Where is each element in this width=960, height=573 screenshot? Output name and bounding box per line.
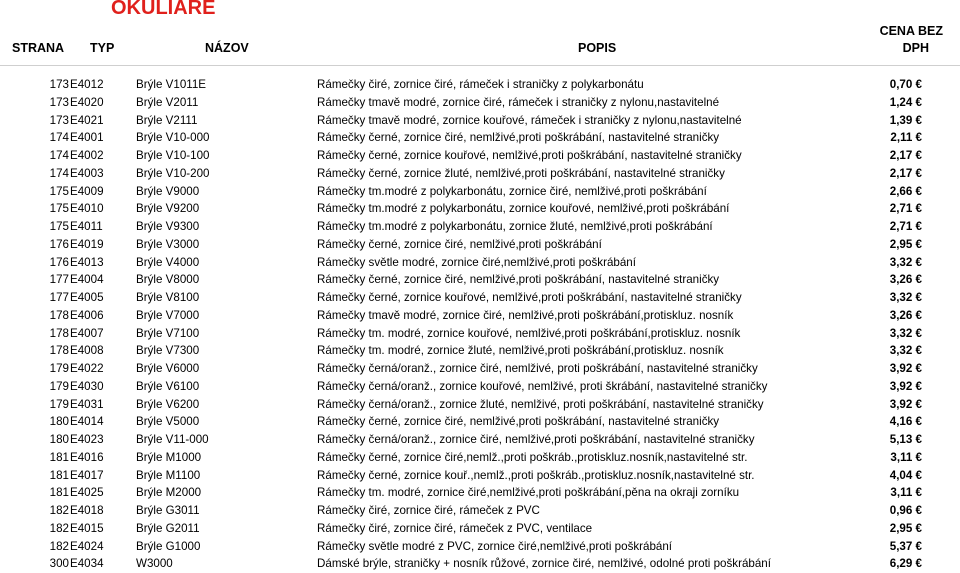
cell-popis: Rámečky tm. modré, zornice kouřové, nemlživé,proti poškrábání,protiskluz. nosník (317, 326, 741, 340)
cell-cena: 2,11 € (890, 131, 922, 145)
cell-strana: 182 (49, 539, 69, 553)
cell-nazov: Brýle M1000 (136, 450, 202, 464)
cell-typ: E4020 (70, 95, 104, 109)
cell-nazov: Brýle V9300 (136, 220, 200, 233)
cell-popis: Rámečky čiré, zornice čiré, rámeček z PVC, ventilace (317, 521, 593, 535)
cell-cena: 3,26 € (889, 273, 922, 287)
cell-popis: Rámečky tmavě modré, zornice čiré, nemlživé,proti poškrábání,protiskluz. nosník (317, 308, 734, 322)
cell-nazov: Brýle G2011 (136, 521, 200, 535)
cell-strana: 173 (49, 78, 69, 91)
column-header-typ: TYP (90, 41, 115, 55)
cell-typ: E4006 (70, 308, 104, 322)
cell-cena: 3,92 € (889, 397, 922, 411)
table-row (0, 289, 960, 307)
table-row (0, 254, 960, 272)
cell-cena: 1,39 € (889, 113, 922, 127)
table-row (0, 94, 960, 112)
cell-nazov: Brýle V6100 (136, 379, 200, 393)
cell-popis: Rámečky černá/oranž., zornice čiré, nemlživé,proti poškrábání, nastavitelné straničky (317, 433, 755, 446)
cell-nazov: Brýle M1100 (136, 468, 201, 482)
cell-strana: 174 (49, 166, 69, 180)
cell-typ: E4021 (70, 113, 104, 127)
cell-strana: 180 (49, 433, 69, 446)
table-row (0, 431, 960, 449)
cell-nazov: Brýle V3000 (136, 237, 200, 251)
cell-strana: 181 (49, 486, 69, 500)
cell-popis: Rámečky tm. modré, zornice žluté, nemlživé,proti poškrábání,protiskluz. nosník (317, 344, 724, 358)
document-title: OKULIARE (111, 0, 216, 19)
cell-popis: Rámečky tm.modré z polykarbonátu, zornice čiré, nemlživé,proti poškrábání (317, 184, 707, 198)
column-header-cena-line1: CENA BEZ (879, 24, 943, 38)
cell-typ: E4014 (70, 415, 104, 429)
table-row (0, 165, 960, 183)
cell-typ: E4005 (70, 291, 104, 304)
cell-nazov: Brýle V1011E (136, 78, 207, 91)
table-row (0, 236, 960, 254)
table-row (0, 147, 960, 165)
cell-popis: Rámečky tm.modré z polykarbonátu, zornice kouřové, nemlživé,proti poškrábání (317, 202, 730, 216)
cell-popis: Rámečky černá/oranž., zornice žluté, nemlživé, proti poškrábání, nastavitelné straničky (317, 397, 764, 411)
cell-typ: E4031 (70, 397, 104, 411)
cell-popis: Rámečky tm. modré, zornice čiré,nemlživé,proti poškrábání,pěna na okraji zorníku (317, 486, 740, 500)
table-row (0, 112, 960, 130)
cell-nazov: Brýle V8100 (136, 291, 200, 304)
cell-nazov: Brýle V10-200 (136, 166, 210, 180)
cell-popis: Rámečky černé, zornice čiré, nemlživé,proti poškrábání (317, 237, 602, 251)
cell-nazov: Brýle V2011 (136, 95, 199, 109)
cell-nazov: Brýle V8000 (136, 273, 200, 287)
cell-popis: Rámečky čiré, zornice čiré, rámeček i straničky z polykarbonátu (317, 78, 644, 91)
column-header-popis: POPIS (578, 41, 617, 55)
cell-strana: 182 (49, 504, 69, 517)
cell-popis: Rámečky černé, zornice kouřové, nemlživé,proti poškrábání, nastavitelné straničky (317, 291, 742, 304)
cell-cena: 2,17 € (889, 149, 922, 162)
cell-nazov: Brýle V5000 (136, 415, 200, 429)
cell-cena: 2,95 € (889, 521, 922, 535)
cell-typ: E4034 (70, 557, 104, 571)
cell-cena: 3,32 € (889, 255, 922, 269)
cell-popis: Dámské brýle, straničky + nosník růžové, zornice čiré, nemlživé, odolné proti poškrábání (317, 557, 771, 571)
cell-nazov: Brýle G1000 (136, 539, 201, 553)
cell-typ: E4015 (70, 521, 104, 535)
cell-strana: 179 (49, 362, 69, 375)
cell-strana: 178 (49, 326, 69, 340)
cell-popis: Rámečky černé, zornice čiré, nemlživé,proti poškrábání, nastavitelné straničky (317, 273, 720, 287)
cell-nazov: Brýle M2000 (136, 486, 202, 500)
cell-popis: Rámečky tmavě modré, zornice čiré, rámeček i straničky z nylonu,nastavitelné (317, 95, 720, 109)
cell-popis: Rámečky černé, zornice kouř.,nemlž.,proti poškráb.,protiskluz.nosník,nastavitelné str. (317, 468, 755, 482)
cell-nazov: Brýle V11-000 (136, 433, 209, 446)
cell-cena: 3,92 € (889, 362, 922, 375)
cell-nazov: Brýle V4000 (136, 255, 200, 269)
cell-popis: Rámečky světle modré z PVC, zornice čiré,nemlživé,proti poškrábání (317, 539, 673, 553)
cell-cena: 2,66 € (889, 184, 922, 198)
cell-typ: E4003 (70, 166, 104, 180)
cell-popis: Rámečky černá/oranž., zornice čiré, nemlživé, proti poškrábání, nastavitelné straničky (317, 362, 758, 375)
cell-typ: E4016 (70, 450, 104, 464)
cell-strana: 175 (49, 202, 69, 216)
cell-strana: 300 (49, 557, 69, 571)
cell-popis: Rámečky černé, zornice čiré,nemlž.,proti poškráb.,protiskluz.nosník,nastavitelné str. (317, 450, 748, 464)
cell-cena: 0,96 € (889, 504, 922, 517)
cell-typ: E4018 (70, 504, 104, 517)
cell-cena: 2,71 € (889, 220, 922, 233)
cell-cena: 5,13 € (889, 433, 922, 446)
cell-popis: Rámečky černé, zornice čiré, nemlživé,proti poškrábání, nastavitelné straničky (317, 131, 720, 145)
cell-cena: 1,24 € (889, 95, 922, 109)
cell-typ: E4024 (70, 539, 104, 553)
cell-cena: 3,32 € (889, 291, 922, 304)
cell-nazov: Brýle V6200 (136, 397, 200, 411)
cell-typ: E4017 (70, 468, 104, 482)
table-row (0, 342, 960, 360)
cell-typ: E4012 (70, 78, 104, 91)
cell-typ: E4011 (70, 220, 103, 233)
cell-nazov: Brýle V10-100 (136, 149, 210, 162)
cell-cena: 2,71 € (889, 202, 922, 216)
cell-strana: 179 (49, 397, 69, 411)
cell-typ: E4010 (70, 202, 104, 216)
cell-popis: Rámečky tm.modré z polykarbonátu, zornice žluté, nemlživé,proti poškrábání (317, 220, 713, 233)
cell-popis: Rámečky černé, zornice žluté, nemlživé,proti poškrábání, nastavitelné straničky (317, 166, 725, 180)
table-row (0, 271, 960, 289)
cell-strana: 181 (49, 468, 69, 482)
cell-strana: 175 (49, 220, 69, 233)
cell-nazov: W3000 (136, 557, 173, 571)
header-divider (0, 65, 960, 66)
cell-cena: 6,29 € (889, 557, 922, 571)
column-header-cena-line2: DPH (902, 41, 929, 55)
cell-popis: Rámečky čiré, zornice čiré, rámeček z PVC (317, 504, 540, 517)
cell-typ: E4009 (70, 184, 104, 198)
cell-strana: 178 (49, 344, 69, 358)
cell-typ: E4025 (70, 486, 104, 500)
table-row (0, 467, 960, 485)
cell-typ: E4019 (70, 237, 104, 251)
cell-typ: E4007 (70, 326, 104, 340)
cell-typ: E4022 (70, 362, 104, 375)
table-row (0, 396, 960, 414)
cell-strana: 174 (49, 131, 69, 145)
table-row (0, 502, 960, 520)
table-row (0, 378, 960, 396)
table-row (0, 200, 960, 218)
cell-popis: Rámečky tmavě modré, zornice kouřové, rámeček i straničky z nylonu,nastavitelné (317, 113, 742, 127)
cell-popis: Rámečky černé, zornice čiré, nemlživé,proti poškrábání, nastavitelné straničky (317, 415, 720, 429)
cell-popis: Rámečky černá/oranž., zornice kouřové, nemlživé, proti škrábání, nastavitelné straničky (317, 379, 768, 393)
table-row (0, 307, 960, 325)
cell-nazov: Brýle V10-000 (136, 131, 210, 145)
cell-nazov: Brýle V7300 (136, 344, 200, 358)
cell-typ: E4013 (70, 255, 104, 269)
cell-strana: 180 (49, 415, 69, 429)
table-row (0, 520, 960, 538)
cell-cena: 3,32 € (889, 344, 922, 358)
cell-strana: 178 (49, 308, 69, 322)
cell-cena: 2,95 € (889, 237, 922, 251)
cell-typ: E4002 (70, 149, 104, 162)
cell-nazov: Brýle V6000 (136, 362, 200, 375)
table-row (0, 449, 960, 467)
cell-popis: Rámečky světle modré, zornice čiré,nemlživé,proti poškrábání (317, 255, 636, 269)
table-row (0, 183, 960, 201)
cell-strana: 173 (49, 113, 69, 127)
table-row (0, 360, 960, 378)
cell-strana: 173 (49, 95, 69, 109)
column-header-strana: STRANA (12, 41, 65, 55)
cell-cena: 4,04 € (889, 468, 922, 482)
cell-cena: 5,37 € (889, 539, 922, 553)
table-row (0, 129, 960, 147)
cell-cena: 3,32 € (889, 326, 922, 340)
table-row (0, 484, 960, 502)
cell-typ: E4001 (70, 131, 104, 145)
cell-nazov: Brýle V7100 (136, 326, 200, 340)
table-row (0, 555, 960, 573)
cell-cena: 3,92 € (889, 379, 922, 393)
cell-typ: E4004 (70, 273, 104, 287)
cell-strana: 179 (49, 379, 69, 393)
cell-cena: 4,16 € (889, 415, 922, 429)
table-row (0, 413, 960, 431)
cell-strana: 177 (49, 273, 69, 287)
cell-strana: 182 (49, 521, 69, 535)
cell-cena: 3,26 € (889, 308, 922, 322)
cell-strana: 175 (49, 184, 69, 198)
cell-cena: 2,17 € (889, 166, 922, 180)
cell-cena: 0,70 € (889, 78, 922, 91)
cell-strana: 176 (49, 237, 69, 251)
cell-nazov: Brýle G3011 (136, 504, 200, 517)
cell-strana: 174 (49, 149, 69, 162)
cell-nazov: Brýle V7000 (136, 308, 200, 322)
cell-cena: 3,11 € (890, 450, 922, 464)
table-row (0, 76, 960, 94)
table-row (0, 325, 960, 343)
cell-nazov: Brýle V9000 (136, 184, 200, 198)
cell-popis: Rámečky černé, zornice kouřové, nemlživé,proti poškrábání, nastavitelné straničky (317, 149, 742, 162)
cell-strana: 177 (49, 291, 69, 304)
cell-strana: 176 (49, 255, 69, 269)
cell-nazov: Brýle V2111 (136, 113, 198, 127)
cell-typ: E4008 (70, 344, 104, 358)
cell-typ: E4023 (70, 433, 104, 446)
cell-strana: 181 (49, 450, 69, 464)
cell-cena: 3,11 € (890, 486, 922, 500)
column-header-nazov: NÁZOV (205, 41, 249, 55)
table-row (0, 218, 960, 236)
cell-nazov: Brýle V9200 (136, 202, 200, 216)
cell-typ: E4030 (70, 379, 104, 393)
table-row (0, 538, 960, 556)
